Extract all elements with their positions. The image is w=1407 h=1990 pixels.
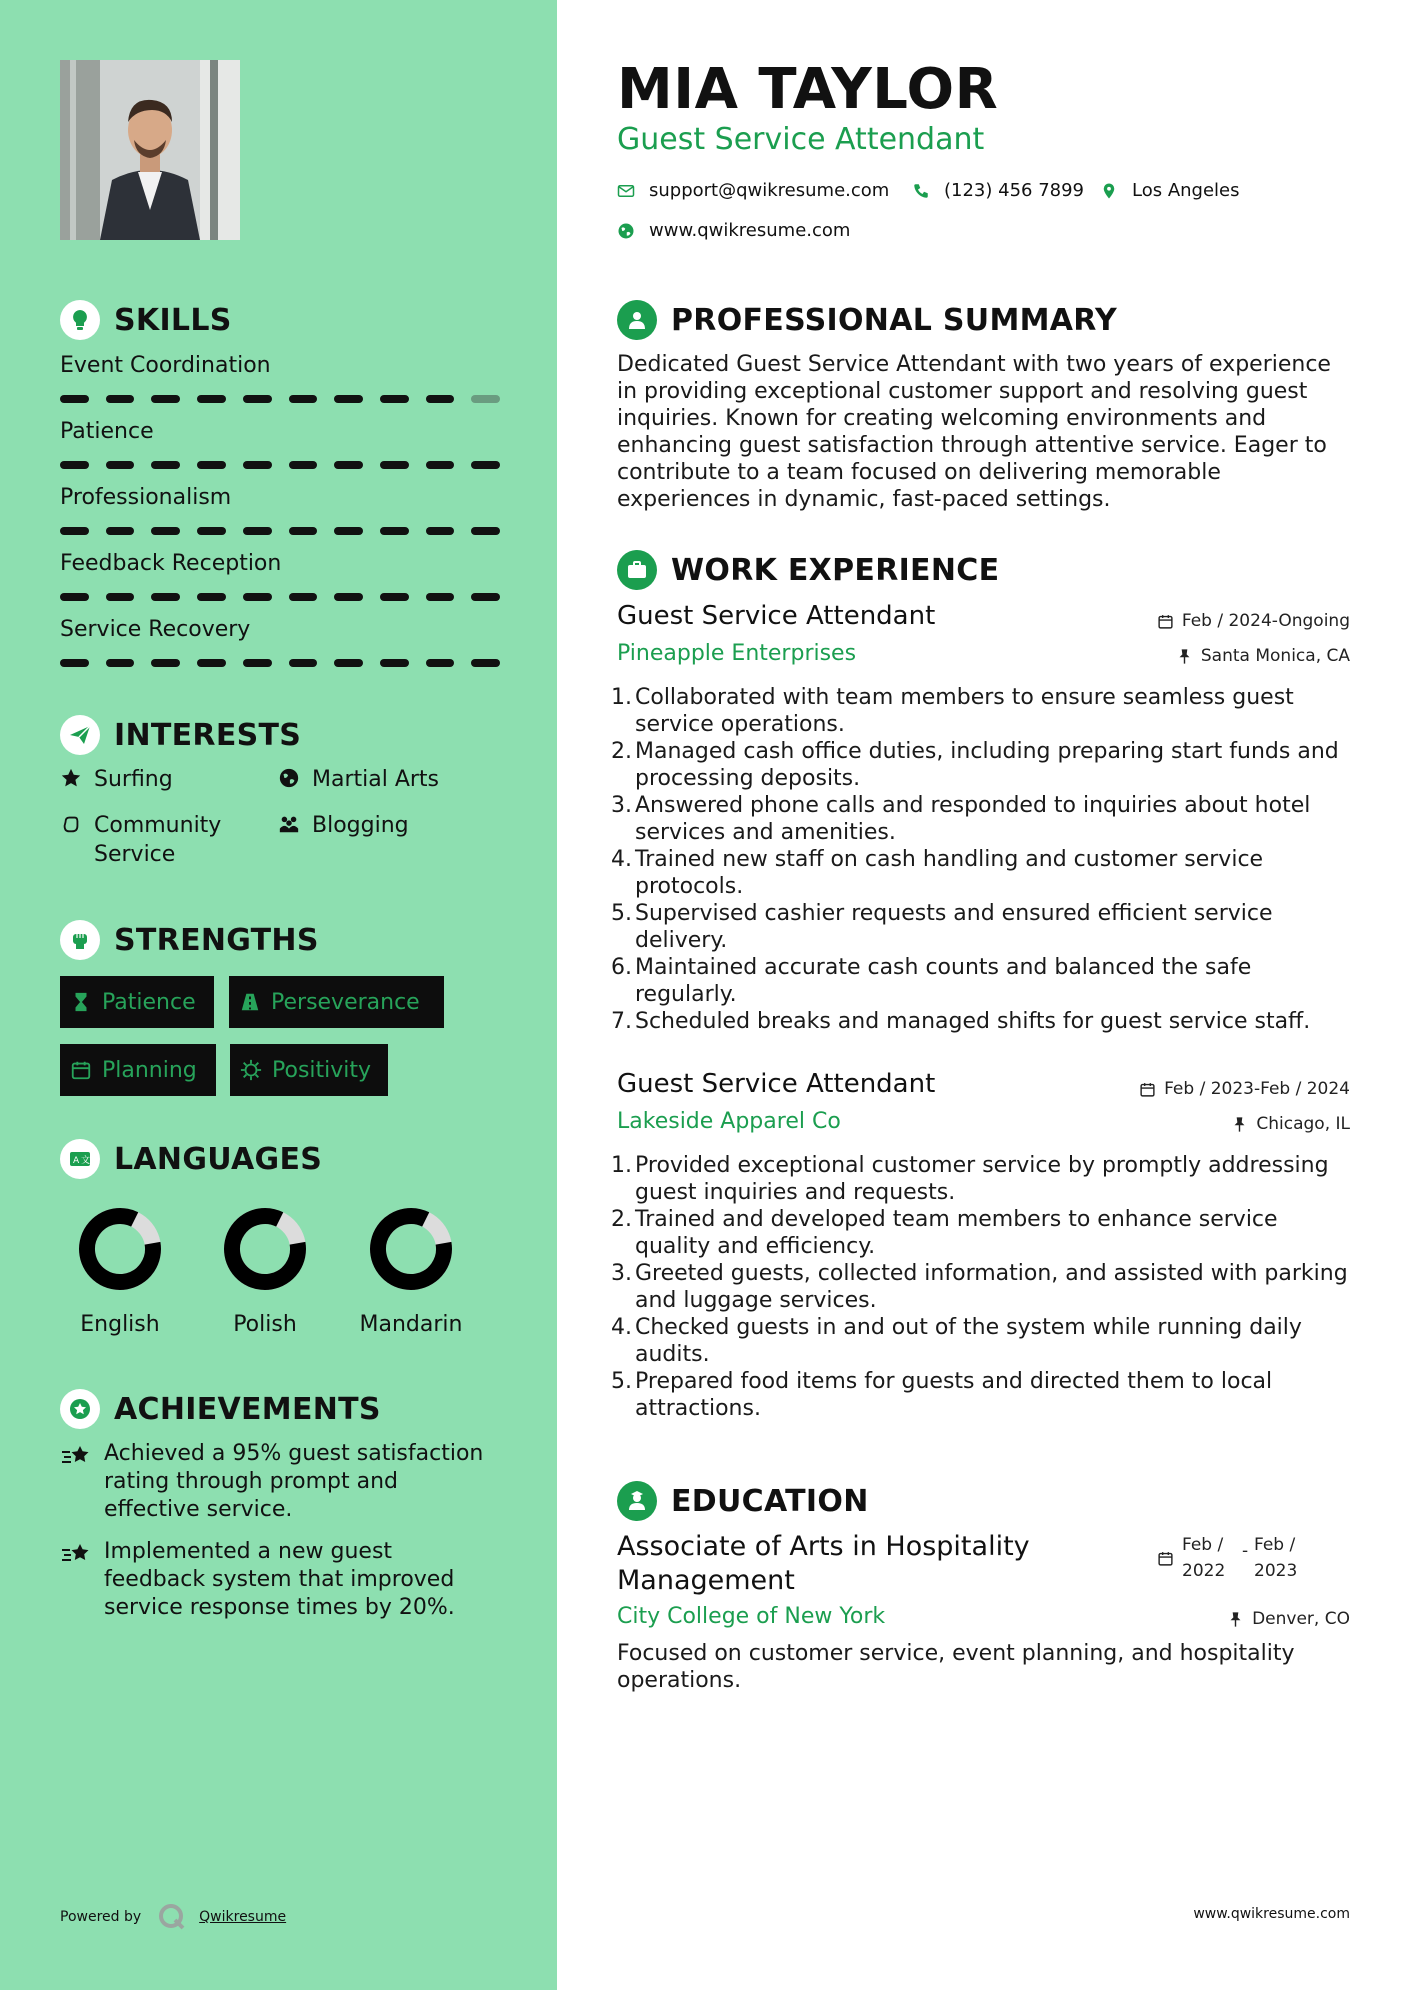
- phone-icon: [912, 182, 930, 200]
- skill-level-dash: [380, 593, 409, 601]
- skill-level-dash: [471, 659, 500, 667]
- pushpin-icon: [1227, 1611, 1244, 1628]
- skill-level-dash: [243, 659, 272, 667]
- skill-level-dash: [106, 527, 135, 535]
- envelope-icon: [617, 182, 635, 200]
- achievement-item: Implemented a new guest feedback system that improved service response times by 20%.: [60, 1538, 500, 1622]
- education-dates: Feb / 2022 - Feb / 2023: [1157, 1532, 1314, 1584]
- calendar-icon: [1139, 1081, 1156, 1098]
- achievement-item: Achieved a 95% guest satisfaction rating through prompt and effective service.: [60, 1440, 500, 1524]
- list-item: 7. Scheduled breaks and managed shifts for guest service staff.: [611, 1009, 1311, 1034]
- degree-title: Associate of Arts in Hospitality Management: [617, 1531, 1030, 1596]
- skill-level-dash: [60, 395, 89, 403]
- language-item: [200, 1204, 330, 1337]
- globe-icon: [617, 222, 635, 240]
- strength-tag: Positivity: [230, 1044, 388, 1096]
- skill-level-dash: [334, 593, 363, 601]
- skill-level-bar: [60, 461, 500, 469]
- job-responsibilities: [611, 1152, 1357, 1422]
- skill-name: Patience: [60, 419, 154, 444]
- globe-icon: [278, 767, 304, 793]
- job-title: Guest Service Attendant: [617, 1069, 936, 1099]
- skill-level-dash: [426, 395, 455, 403]
- skill-level-dash: [289, 395, 318, 403]
- road-icon: [239, 991, 261, 1013]
- skill-level-dash: [60, 593, 89, 601]
- skill-level-dash: [380, 395, 409, 403]
- skill-item: [60, 353, 500, 403]
- skill-level-dash: [197, 461, 226, 469]
- skill-level-bar: [60, 395, 500, 403]
- strength-tag: Planning: [60, 1044, 216, 1096]
- skill-level-bar: [60, 527, 500, 535]
- list-item: 4. Checked guests in and out of the system while running daily audits.: [611, 1315, 1302, 1367]
- list-item: 5. Supervised cashier requests and ensured efficient service delivery.: [611, 901, 1273, 953]
- list-item: 3. Answered phone calls and responded to inquiries about hotel services and amenities.: [611, 793, 1311, 845]
- company-name: Lakeside Apparel Co: [617, 1109, 841, 1134]
- sidebar: [0, 0, 557, 1990]
- qwikresume-logo-icon: [157, 1902, 187, 1932]
- pushpin-icon: [1231, 1116, 1248, 1133]
- graduate-icon: [617, 1481, 657, 1521]
- skill-level-dash: [426, 659, 455, 667]
- lightbulb-icon: [60, 300, 100, 340]
- skill-level-dash: [380, 461, 409, 469]
- qwikresume-link[interactable]: Qwikresume: [199, 1909, 287, 1925]
- list-item: 6. Maintained accurate cash counts and balanced the safe regularly.: [611, 955, 1252, 1007]
- skill-level-dash: [60, 659, 89, 667]
- skills-title: SKILLS: [114, 302, 232, 338]
- skill-level-dash: [197, 659, 226, 667]
- achievements-heading: [60, 1389, 381, 1429]
- interest-item: Martial Arts: [278, 767, 439, 794]
- experience-title: WORK EXPERIENCE: [671, 552, 1000, 588]
- skill-level-dash: [380, 527, 409, 535]
- skill-level-dash: [151, 659, 180, 667]
- summary-heading: [617, 300, 1117, 340]
- skill-level-dash: [60, 527, 89, 535]
- skill-level-dash: [151, 461, 180, 469]
- skill-item: [60, 419, 500, 469]
- job-dates: Feb / 2024-Ongoing: [1157, 611, 1350, 631]
- language-item: [55, 1204, 185, 1337]
- skill-level-dash: [106, 593, 135, 601]
- skill-level-dash: [151, 593, 180, 601]
- skill-level-dash: [197, 395, 226, 403]
- language-name: English: [80, 1312, 160, 1337]
- list-item: 3. Greeted guests, collected information, and assisted with parking and luggage services.: [611, 1261, 1348, 1313]
- skill-level-dash: [243, 527, 272, 535]
- main-column: [557, 0, 1407, 1990]
- contact-location: Los Angeles: [1100, 180, 1240, 201]
- list-item: 4. Trained new staff on cash handling and customer service protocols.: [611, 847, 1264, 899]
- skill-level-dash: [289, 593, 318, 601]
- shooting-star-icon: [60, 1540, 94, 1570]
- users-icon: [278, 813, 304, 839]
- powered-by: Powered by Qwikresume: [60, 1902, 286, 1932]
- interest-item: Community Service: [60, 813, 250, 869]
- contact-email[interactable]: support@qwikresume.com: [617, 180, 889, 201]
- skill-level-dash: [426, 461, 455, 469]
- skill-level-dash: [471, 593, 500, 601]
- strength-tag: Perseverance: [229, 976, 444, 1028]
- education-location: Denver, CO: [1227, 1609, 1350, 1629]
- job-location: Santa Monica, CA: [1176, 646, 1350, 666]
- skills-heading: [60, 300, 232, 340]
- hand-icon: [60, 813, 86, 839]
- svg-text:文: 文: [81, 1156, 91, 1166]
- skill-level-dash: [334, 659, 363, 667]
- candidate-name: MIA TAYLOR: [617, 57, 999, 122]
- skill-level-dash: [106, 395, 135, 403]
- fist-icon: [60, 920, 100, 960]
- list-item: 5. Prepared food items for guests and directed them to local attractions.: [611, 1369, 1273, 1421]
- strength-tag: Patience: [60, 976, 214, 1028]
- skill-level-dash: [243, 461, 272, 469]
- skill-level-dash: [334, 395, 363, 403]
- skill-level-dash: [471, 395, 500, 403]
- svg-text:A: A: [73, 1156, 80, 1166]
- contact-website[interactable]: www.qwikresume.com: [617, 220, 850, 241]
- language-proficiency-ring: [366, 1204, 456, 1294]
- hourglass-icon: [70, 991, 92, 1013]
- language-name: Mandarin: [359, 1312, 463, 1337]
- skill-name: Feedback Reception: [60, 551, 282, 576]
- summary-title: PROFESSIONAL SUMMARY: [671, 302, 1118, 338]
- interest-item: Surfing: [60, 767, 173, 794]
- briefcase-icon: [617, 550, 657, 590]
- skill-level-dash: [289, 461, 318, 469]
- education-description: Focused on customer service, event planning, and hospitality operations.: [617, 1641, 1295, 1693]
- school-name: City College of New York: [617, 1604, 886, 1629]
- calendar-icon: [1157, 1550, 1174, 1567]
- list-item: 2. Managed cash office duties, including preparing start funds and processing deposits.: [611, 739, 1339, 791]
- footer-url[interactable]: www.qwikresume.com: [1193, 1906, 1350, 1922]
- languages-title: LANGUAGES: [114, 1141, 323, 1177]
- paper-plane-icon: [60, 715, 100, 755]
- summary-text: Dedicated Guest Service Attendant with two years of experience in providing exceptional customer support and resolving guest inquiries. Known for creating welcoming environments and enhancing guest satisfaction through attentive service. Eager to contribute to a team focused on delivering memorable experiences in dynamic, fast-paced settings.: [617, 352, 1331, 512]
- skill-level-dash: [106, 461, 135, 469]
- skill-level-dash: [471, 527, 500, 535]
- star-icon: [60, 767, 86, 793]
- achievements-title: ACHIEVEMENTS: [114, 1391, 381, 1427]
- interests-title: INTERESTS: [114, 717, 302, 753]
- skill-level-dash: [380, 659, 409, 667]
- skill-level-dash: [289, 527, 318, 535]
- company-name: Pineapple Enterprises: [617, 641, 857, 666]
- skill-level-dash: [197, 593, 226, 601]
- star-badge-icon: [60, 1389, 100, 1429]
- strengths-heading: [60, 920, 319, 960]
- skill-item: [60, 485, 500, 535]
- experience-heading: [617, 550, 999, 590]
- calendar-icon: [1157, 613, 1174, 630]
- candidate-role: Guest Service Attendant: [617, 122, 985, 157]
- contact-phone[interactable]: (123) 456 7899: [912, 180, 1084, 201]
- skill-item: [60, 617, 500, 667]
- skill-level-dash: [334, 461, 363, 469]
- language-proficiency-ring: [75, 1204, 165, 1294]
- map-pin-icon: [1100, 182, 1118, 200]
- strengths-title: STRENGTHS: [114, 922, 319, 958]
- education-title: EDUCATION: [671, 1483, 869, 1519]
- skill-level-dash: [151, 527, 180, 535]
- shooting-star-icon: [60, 1442, 94, 1472]
- skill-level-dash: [471, 461, 500, 469]
- list-item: 1. Provided exceptional customer service by promptly addressing guest inquiries and requests.: [611, 1153, 1329, 1205]
- skill-level-dash: [334, 527, 363, 535]
- list-item: 2. Trained and developed team members to enhance service quality and efficiency.: [611, 1207, 1278, 1259]
- job-responsibilities: [611, 684, 1357, 1035]
- language-item: [346, 1204, 476, 1337]
- list-item: 1. Collaborated with team members to ensure seamless guest service operations.: [611, 685, 1294, 737]
- profile-photo: [60, 60, 240, 240]
- skill-name: Event Coordination: [60, 353, 271, 378]
- skill-item: [60, 551, 500, 601]
- skill-level-bar: [60, 659, 500, 667]
- languages-heading: [60, 1139, 322, 1179]
- education-heading: [617, 1481, 869, 1521]
- job-location: Chicago, IL: [1231, 1114, 1350, 1134]
- job-title: Guest Service Attendant: [617, 601, 936, 631]
- skill-level-dash: [243, 593, 272, 601]
- pushpin-icon: [1176, 648, 1193, 665]
- skill-level-dash: [197, 527, 226, 535]
- calendar-icon: [70, 1059, 92, 1081]
- skill-level-dash: [106, 659, 135, 667]
- skill-level-dash: [243, 395, 272, 403]
- language-name: Polish: [233, 1312, 297, 1337]
- language-icon: [60, 1139, 100, 1179]
- skill-level-dash: [426, 593, 455, 601]
- job-dates: Feb / 2023-Feb / 2024: [1139, 1079, 1350, 1099]
- interest-item: Blogging: [278, 813, 409, 840]
- skill-level-bar: [60, 593, 500, 601]
- language-proficiency-ring: [220, 1204, 310, 1294]
- skill-name: Professionalism: [60, 485, 232, 510]
- skill-level-dash: [426, 527, 455, 535]
- skill-level-dash: [60, 461, 89, 469]
- interests-heading: [60, 715, 301, 755]
- skill-level-dash: [151, 395, 180, 403]
- skill-level-dash: [289, 659, 318, 667]
- skill-name: Service Recovery: [60, 617, 251, 642]
- user-icon: [617, 300, 657, 340]
- sun-icon: [240, 1059, 262, 1081]
